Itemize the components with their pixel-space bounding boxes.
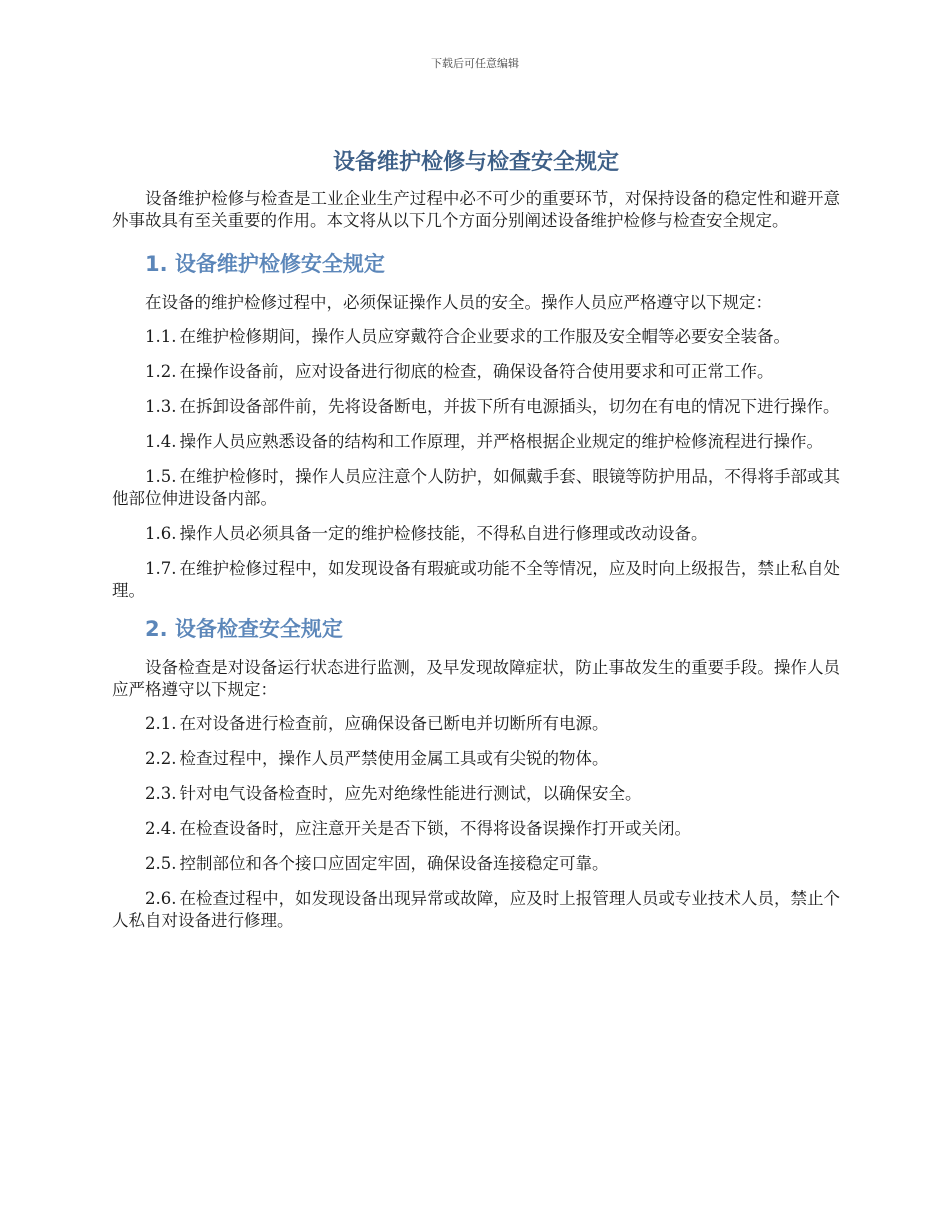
document-body [112,148,840,945]
item-number: 1.7. [145,559,177,578]
list-item [112,431,840,453]
intro-paragraph: 设备维护检修与检查是工业企业生产过程中必不可少的重要环节，对保持设备的稳定性和避开意外事故具有至关重要的作用。本文将从以下几个方面分别阐述设备维护检修与检查安全规定。 [112,189,840,230]
list-item [112,818,840,840]
item-number: 2.1. [145,714,177,733]
item-number: 2.4. [145,819,177,838]
section-lead-inspection: 设备检查是对设备运行状态进行监测，及早发现故障症状，防止事故发生的重要手段。操作人员应严格遵守以下规定： [112,658,840,699]
list-item [112,361,840,383]
item-text: 在维护检修期间，操作人员应穿戴符合企业要求的工作服及安全帽等必要安全装备。 [179,327,790,346]
item-text: 在操作设备前，应对设备进行彻底的检查，确保设备符合使用要求和可正常工作。 [179,362,774,381]
list-item [112,466,840,510]
list-item [112,326,840,348]
item-number: 1.3. [145,397,177,416]
list-item [112,888,840,932]
item-number: 1.2. [145,362,177,381]
item-text: 在拆卸设备部件前，先将设备断电，并拔下所有电源插头，切勿在有电的情况下进行操作。 [179,397,840,416]
item-number: 2.5. [145,854,177,873]
item-number: 1.1. [145,327,177,346]
item-text: 在检查过程中，如发现设备出现异常或故障，应及时上报管理人员或专业技术人员，禁止个人私自对设备进行修理。 [112,889,840,930]
list-item [112,558,840,602]
section-heading-inspection: 2. 设备检查安全规定 [145,617,343,641]
section-heading-maintenance: 1. 设备维护检修安全规定 [145,252,385,276]
item-text: 针对电气设备检查时，应先对绝缘性能进行测试，以确保安全。 [179,784,642,803]
item-number: 1.6. [145,524,177,543]
item-text: 在维护检修过程中，如发现设备有瑕疵或功能不全等情况，应及时向上级报告，禁止私自处理。 [112,559,840,600]
item-text: 控制部位和各个接口应固定牢固，确保设备连接稳定可靠。 [179,854,609,873]
item-text: 在对设备进行检查前，应确保设备已断电并切断所有电源。 [179,714,609,733]
item-number: 2.2. [145,749,177,768]
item-number: 2.3. [145,784,177,803]
item-number: 1.5. [145,467,177,486]
list-item [112,523,840,545]
list-item [112,396,840,418]
item-number: 2.6. [145,889,177,908]
item-text: 操作人员应熟悉设备的结构和工作原理，并严格根据企业规定的维护检修流程进行操作。 [179,432,823,451]
item-text: 在维护检修时，操作人员应注意个人防护，如佩戴手套、眼镜等防护用品，不得将手部或其他部位伸进设备内部。 [112,467,840,508]
item-text: 检查过程中，操作人员严禁使用金属工具或有尖锐的物体。 [179,749,609,768]
header-note: 下载后可任意编辑 [431,57,519,70]
item-text: 在检查设备时，应注意开关是否下锁，不得将设备误操作打开或关闭。 [179,819,691,838]
document-title: 设备维护检修与检查安全规定 [332,150,619,175]
section-lead-maintenance: 在设备的维护检修过程中，必须保证操作人员的安全。操作人员应严格遵守以下规定： [145,293,772,312]
list-item [112,748,840,770]
list-item [112,783,840,805]
item-number: 1.4. [145,432,177,451]
list-item [112,853,840,875]
list-item [112,713,840,735]
item-text: 操作人员必须具备一定的维护检修技能，不得私自进行修理或改动设备。 [179,524,708,543]
